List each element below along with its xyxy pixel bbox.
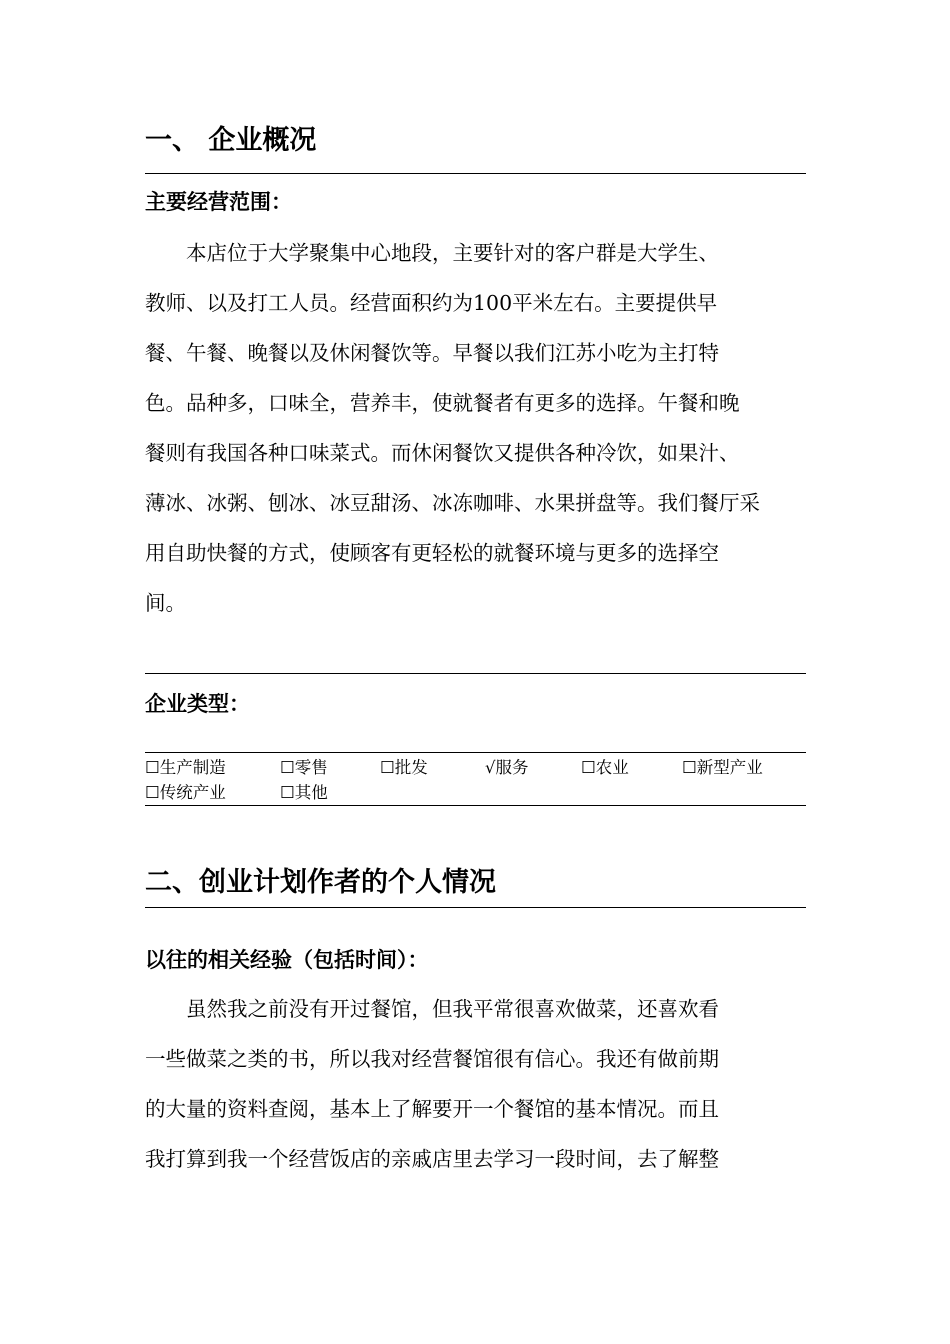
section-divider xyxy=(145,173,806,174)
section-heading-overview: 一、 企业概况 xyxy=(145,125,317,156)
enterprise-type-table xyxy=(145,755,806,805)
paragraph-line: 的大量的资料查阅，基本上了解要开一个餐馆的基本情况。而且 xyxy=(145,1097,719,1121)
business-scope-label: 主要经营范围： xyxy=(145,190,292,214)
paragraph-line: 餐、午餐、晚餐以及休闲餐饮等。早餐以我们江苏小吃为主打特 xyxy=(145,341,719,365)
enterprise-type-label: 企业类型： xyxy=(145,692,250,716)
experience-label: 以往的相关经验（包括时间）： xyxy=(145,948,429,972)
paragraph-line: 薄冰、冰粥、刨冰、冰豆甜汤、冰冻咖啡、水果拼盘等。我们餐厅采 xyxy=(145,491,760,515)
type-option-new-industry[interactable]: ☐新型产业 xyxy=(682,758,763,777)
section-heading-author: 二、创业计划作者的个人情况 xyxy=(145,867,496,898)
type-option-agriculture[interactable]: ☐农业 xyxy=(581,758,629,777)
type-option-manufacturing[interactable]: ☐生产制造 xyxy=(145,758,226,777)
experience-paragraph xyxy=(145,984,825,1184)
paragraph-line: 教师、以及打工人员。经营面积约为100平米左右。主要提供早 xyxy=(145,291,718,315)
type-option-service-checked[interactable]: √服务 xyxy=(485,758,529,777)
paragraph-line: 间。 xyxy=(145,591,186,615)
business-scope-paragraph xyxy=(145,228,825,628)
type-option-wholesale[interactable]: ☐批发 xyxy=(380,758,428,777)
section-divider xyxy=(145,673,806,674)
table-top-border xyxy=(145,752,806,753)
paragraph-line: 一些做菜之类的书，所以我对经营餐馆很有信心。我还有做前期 xyxy=(145,1047,719,1071)
type-option-retail[interactable]: ☐零售 xyxy=(280,758,328,777)
paragraph-line: 本店位于大学聚集中心地段，主要针对的客户群是大学生、 xyxy=(145,241,719,265)
table-bottom-border xyxy=(145,805,806,806)
paragraph-line: 虽然我之前没有开过餐馆，但我平常很喜欢做菜，还喜欢看 xyxy=(145,997,719,1021)
enterprise-type-row xyxy=(145,755,806,780)
paragraph-line: 我打算到我一个经营饭店的亲戚店里去学习一段时间，去了解整 xyxy=(145,1147,719,1171)
type-option-traditional-industry[interactable]: ☐传统产业 xyxy=(145,783,226,802)
type-option-other[interactable]: ☐其他 xyxy=(280,783,328,802)
paragraph-line: 用自助快餐的方式，使顾客有更轻松的就餐环境与更多的选择空 xyxy=(145,541,719,565)
section-divider xyxy=(145,907,806,908)
enterprise-type-row xyxy=(145,780,806,805)
paragraph-line: 色。品种多，口味全，营养丰，使就餐者有更多的选择。午餐和晚 xyxy=(145,391,740,415)
paragraph-line: 餐则有我国各种口味菜式。而休闲餐饮又提供各种冷饮，如果汁、 xyxy=(145,441,740,465)
